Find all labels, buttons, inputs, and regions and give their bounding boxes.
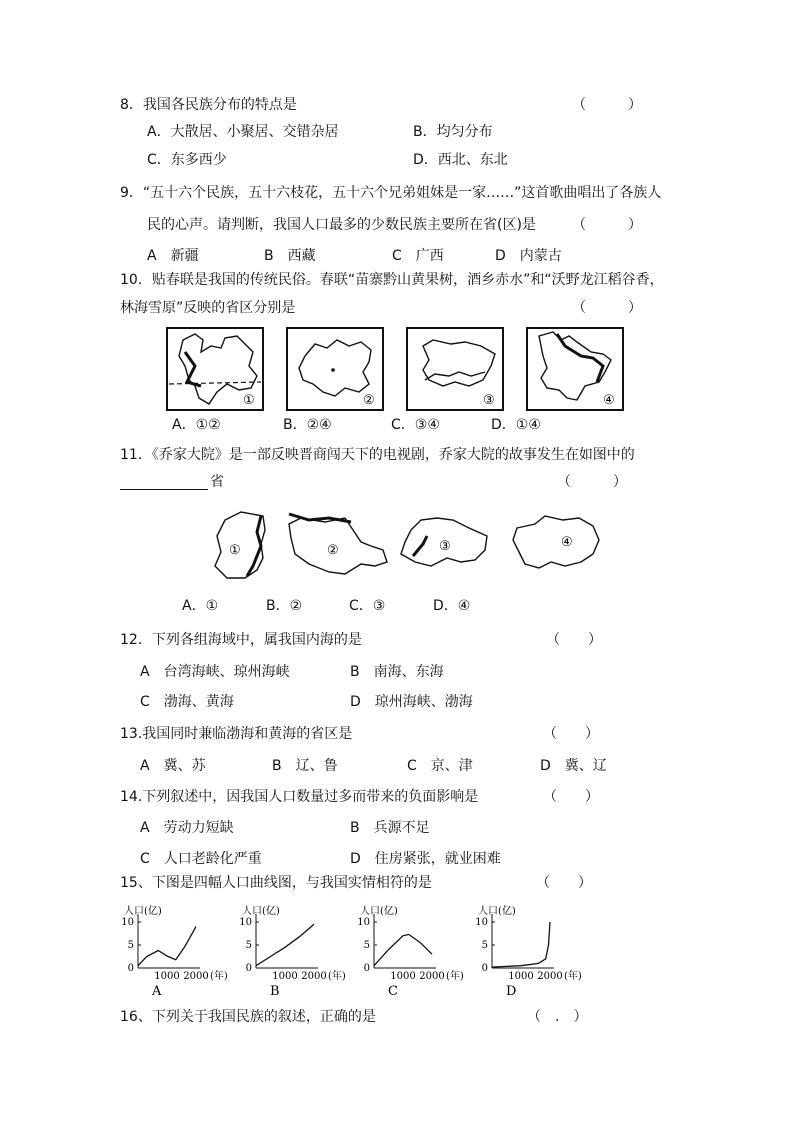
population-curve bbox=[138, 927, 196, 966]
x-tick-label: 2000 bbox=[537, 971, 563, 982]
q10-map-4-label: ④ bbox=[603, 393, 615, 408]
q12-option-b: B 南海、东海 bbox=[350, 664, 444, 680]
q10-option-b: B．②④ bbox=[283, 417, 332, 433]
q14-stem: 14.下列叙述中，因我国人口数量过多而带来的负面影响是 bbox=[120, 789, 479, 805]
q10-option-c: C．③④ bbox=[391, 417, 440, 433]
q8-option-a: A．大散居、小聚居、交错杂居 bbox=[147, 124, 339, 140]
q8-stem: 8．我国各民族分布的特点是 bbox=[120, 97, 297, 113]
q12-option-d: D 琼州海峡、渤海 bbox=[350, 694, 473, 710]
x-tick-label: 2000 bbox=[301, 971, 327, 982]
q10-stem-line2: 林海雪原”反映的省区分别是 bbox=[120, 300, 296, 316]
population-curve bbox=[374, 934, 432, 965]
q12-option-a: A 台湾海峡、琼州海峡 bbox=[140, 664, 290, 680]
x-axis-label: (年) bbox=[328, 971, 346, 982]
q15-chart-c bbox=[357, 904, 464, 999]
q15-population-charts bbox=[116, 900, 606, 1000]
y-axis-label: 人口(亿) bbox=[242, 906, 280, 917]
y-tick-label: 10 bbox=[357, 917, 370, 928]
y-tick-label: 0 bbox=[127, 963, 134, 974]
y-axis-label: 人口(亿) bbox=[360, 906, 398, 917]
q10-map-1 bbox=[167, 328, 263, 410]
y-tick-label: 0 bbox=[245, 963, 252, 974]
q14-answer-paren[interactable]: （ ） bbox=[543, 789, 599, 805]
y-axis-label: 人口(亿) bbox=[478, 906, 516, 917]
q10-map-3 bbox=[407, 328, 503, 410]
q11-map-3 bbox=[401, 518, 487, 566]
y-tick-label: 0 bbox=[481, 963, 488, 974]
q11-map-4 bbox=[513, 516, 599, 568]
q9-option-b: B 西藏 bbox=[264, 248, 316, 264]
q11-map-2 bbox=[289, 514, 387, 574]
q13-option-a: A 冀、苏 bbox=[140, 758, 206, 774]
q14-option-a: A 劳动力短缺 bbox=[140, 820, 234, 836]
q9-stem-line2: 民的心声。请判断，我国人口最多的少数民族主要所在省(区)是 bbox=[147, 217, 536, 233]
q13-option-b: B 辽、鲁 bbox=[272, 758, 338, 774]
chart-caption: C bbox=[388, 984, 398, 999]
q11-stem-line2: 省 bbox=[210, 474, 224, 490]
q12-stem: 12．下列各组海域中，属我国内海的是 bbox=[120, 632, 362, 648]
x-tick-label: 2000 bbox=[419, 971, 445, 982]
x-tick-label: 1000 bbox=[154, 971, 180, 982]
x-axis-label: (年) bbox=[564, 971, 582, 982]
chart-caption: A bbox=[152, 984, 162, 999]
q8-option-d: D．西北、东北 bbox=[413, 152, 508, 168]
q12-answer-paren[interactable]: （ ） bbox=[546, 632, 602, 648]
population-curve bbox=[256, 924, 314, 965]
q12-option-c: C 渤海、黄海 bbox=[140, 694, 234, 710]
chart-caption: B bbox=[270, 984, 280, 999]
x-axis-label: (年) bbox=[210, 971, 228, 982]
q10-map-2-label: ② bbox=[363, 393, 375, 408]
q11-map-2-label: ② bbox=[327, 543, 339, 558]
q11-map-3-label: ③ bbox=[439, 539, 451, 554]
y-tick-label: 0 bbox=[363, 963, 370, 974]
q13-option-d: D 冀、辽 bbox=[540, 758, 607, 774]
q10-answer-paren[interactable]: （ ） bbox=[572, 300, 642, 316]
q11-map-4-label: ④ bbox=[561, 535, 573, 550]
q14-option-d: D 住房紧张，就业困难 bbox=[350, 851, 501, 867]
q16-answer-paren[interactable]: （ . ） bbox=[527, 1009, 588, 1025]
q15-chart-b bbox=[239, 904, 346, 999]
q15-chart-d bbox=[475, 904, 582, 999]
population-curve bbox=[492, 922, 550, 967]
q11-option-c: C．③ bbox=[349, 598, 386, 614]
q10-stem-line1: 10．贴春联是我国的传统民俗。春联“苗寨黔山黄果树，酒乡赤水”和“沃野龙江稻谷香， bbox=[120, 272, 664, 288]
q10-map-2 bbox=[287, 328, 383, 410]
y-axis-label: 人口(亿) bbox=[124, 906, 162, 917]
q10-province-maps bbox=[165, 326, 645, 412]
q11-answer-paren[interactable]: （ ） bbox=[557, 474, 627, 490]
q15-stem: 15、下图是四幅人口曲线图，与我国实情相符的是 bbox=[120, 875, 432, 891]
q13-answer-paren[interactable]: （ ） bbox=[543, 726, 599, 742]
q11-map-1-label: ① bbox=[229, 543, 241, 558]
y-tick-label: 5 bbox=[127, 940, 134, 951]
q16-stem: 16、下列关于我国民族的叙述，正确的是 bbox=[120, 1009, 376, 1025]
q11-province-maps bbox=[205, 506, 625, 586]
x-tick-label: 2000 bbox=[183, 971, 209, 982]
x-tick-label: 1000 bbox=[272, 971, 298, 982]
chart-caption: D bbox=[506, 984, 517, 999]
y-tick-label: 10 bbox=[475, 917, 488, 928]
q8-option-c: C．东多西少 bbox=[147, 152, 227, 168]
q10-option-a: A．①② bbox=[172, 417, 221, 433]
x-axis-label: (年) bbox=[446, 971, 464, 982]
y-tick-label: 5 bbox=[363, 940, 370, 951]
y-tick-label: 10 bbox=[121, 917, 134, 928]
q9-option-c: C 广西 bbox=[392, 248, 444, 264]
q10-option-d: D．①④ bbox=[491, 417, 541, 433]
q10-map-3-label: ③ bbox=[483, 393, 495, 408]
q9-stem-line1: 9．“五十六个民族，五十六枝花，五十六个兄弟姐妹是一家……”这首歌曲唱出了各族人 bbox=[120, 185, 662, 201]
q11-option-a: A．① bbox=[182, 598, 219, 614]
q11-option-d: D．④ bbox=[433, 598, 471, 614]
q11-option-b: B．② bbox=[266, 598, 303, 614]
q11-answer-blank[interactable] bbox=[120, 488, 208, 490]
q14-option-b: B 兵源不足 bbox=[350, 820, 430, 836]
q14-option-c: C 人口老龄化严重 bbox=[140, 851, 262, 867]
q13-stem: 13.我国同时兼临渤海和黄海的省区是 bbox=[120, 726, 353, 742]
q13-option-c: C 京、津 bbox=[407, 758, 473, 774]
q10-map-1-label: ① bbox=[243, 393, 255, 408]
q9-option-d: D 内蒙古 bbox=[495, 248, 562, 264]
y-tick-label: 5 bbox=[245, 940, 252, 951]
x-tick-label: 1000 bbox=[390, 971, 416, 982]
x-tick-label: 1000 bbox=[508, 971, 534, 982]
y-tick-label: 5 bbox=[481, 940, 488, 951]
q9-answer-paren[interactable]: （ ） bbox=[572, 217, 642, 233]
q15-answer-paren[interactable]: （ ） bbox=[536, 875, 592, 891]
q8-answer-paren[interactable]: （ ） bbox=[572, 97, 642, 113]
q8-option-b: B．均匀分布 bbox=[413, 124, 493, 140]
y-tick-label: 10 bbox=[239, 917, 252, 928]
q15-chart-a bbox=[121, 904, 228, 999]
q10-map-4 bbox=[527, 328, 623, 410]
q11-map-1 bbox=[215, 512, 265, 578]
q9-option-a: A 新疆 bbox=[147, 248, 199, 264]
q11-stem-line1: 11．《乔家大院》是一部反映晋商闯天下的电视剧，乔家大院的故事发生在如图中的 bbox=[120, 447, 635, 463]
